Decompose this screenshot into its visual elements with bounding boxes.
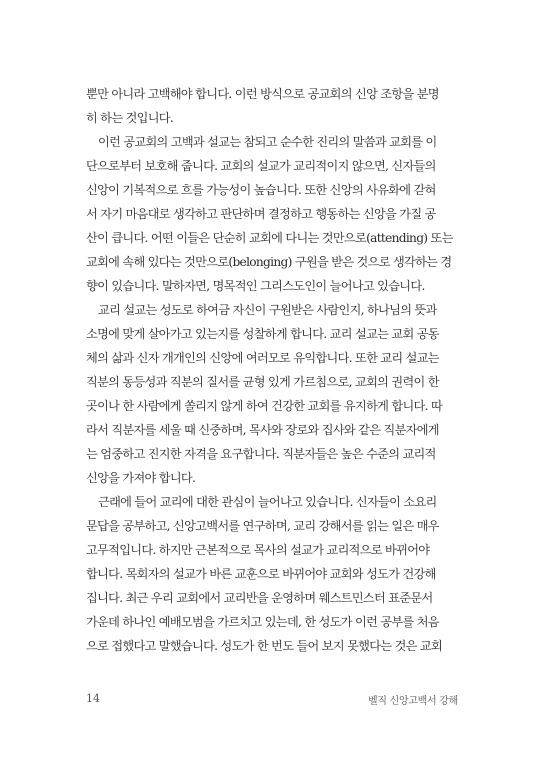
text-line: 향이 있습니다. 말하자면, 명목적인 그리스도인이 늘어나고 있습니다. [86, 279, 425, 293]
text-line: 히 하는 것입니다. [86, 111, 174, 125]
text-line: 교리 설교는 성도로 하여금 자신이 구원받은 사람인지, 하나님의 뜻과 [98, 303, 437, 317]
text-line: 신앙을 가져야 합니다. [86, 471, 196, 485]
text-line: 신앙이 기복적으로 흐를 가능성이 높습니다. 또한 신앙의 사유화에 갇혀 [86, 183, 436, 197]
text-line: 체의 삶과 신자 개개인의 신앙에 여러모로 유익합니다. 또한 교리 설교는 [86, 351, 439, 365]
text-line: 고무적입니다. 하지만 근본적으로 목사의 설교가 교리적으로 바뀌어야 [86, 543, 430, 557]
text-line: 곳이나 한 사람에게 쏠리지 않게 하여 건강한 교회를 유지하게 합니다. 따 [86, 399, 443, 413]
text-line: 가운데 하나인 예배모범을 가르치고 있는데, 한 성도가 이런 공부를 처음 [86, 615, 439, 629]
text-line: 직분의 동등성과 직분의 질서를 균형 있게 가르침으로, 교회의 권력이 한 [86, 375, 439, 389]
text-line: 단으로부터 보호해 줍니다. 교회의 설교가 교리적이지 않으면, 신자들의 [86, 159, 436, 173]
text-line: 교회에 속해 있다는 것만으로(belonging) 구원을 받은 것으로 생각하는 경 [86, 255, 452, 269]
text-line: 서 자기 마음대로 생각하고 판단하며 결정하고 행동하는 신앙을 가질 공 [86, 207, 436, 221]
text-line: 라서 직분자를 세울 때 신중하며, 목사와 장로와 집사와 같은 직분자에게 [86, 423, 439, 437]
body-text [86, 82, 458, 658]
text-line: 집니다. 최근 우리 교회에서 교리반을 운영하며 웨스트민스터 표준문서 [86, 591, 433, 605]
text-line: 으로 접했다고 말했습니다. 성도가 한 번도 들어 보지 못했다는 것은 교회 [86, 639, 443, 653]
text-line: 문답을 공부하고, 신앙고백서를 연구하며, 교리 강해서를 읽는 일은 매우 [86, 519, 439, 533]
text-line: 는 엄중하고 진지한 자격을 요구합니다. 직분자들은 높은 수준의 교리적 [86, 447, 436, 461]
text-line: 소명에 맞게 살아가고 있는지를 성찰하게 합니다. 교리 설교는 교회 공동 [86, 327, 439, 341]
page-number: 14 [86, 692, 100, 705]
text-line: 근래에 들어 교리에 대한 관심이 늘어나고 있습니다. 신자들이 소요리 [98, 495, 437, 509]
text-line: 뿐만 아니라 고백해야 합니다. 이런 방식으로 공교회의 신앙 조항을 분명 [86, 87, 439, 101]
page-footer [86, 692, 458, 708]
text-line: 합니다. 목회자의 설교가 바른 교훈으로 바뀌어야 교회와 성도가 건강해 [86, 567, 436, 581]
running-title: 벨직 신앙고백서 강해 [368, 696, 458, 707]
text-line: 이런 공교회의 고백과 설교는 참되고 순수한 진리의 말씀과 교회를 이 [98, 135, 437, 149]
text-line: 산이 큽니다. 어떤 이들은 단순히 교회에 다니는 것만으로(attending) 또는 [86, 231, 453, 245]
